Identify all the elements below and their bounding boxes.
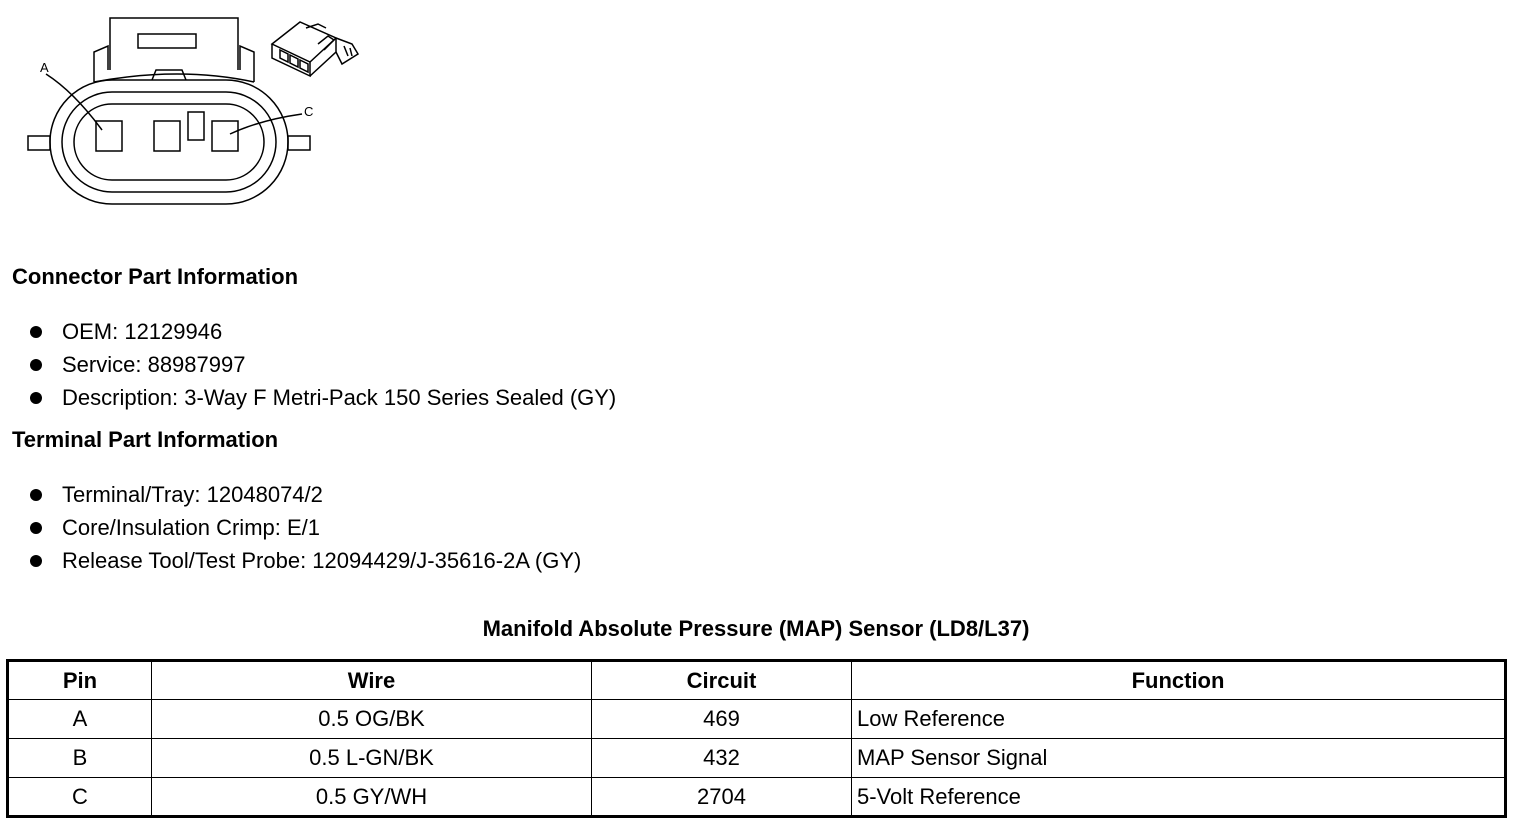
pinout-table (6, 659, 1507, 818)
table-header-row (8, 661, 1506, 700)
bullet-icon (30, 359, 42, 371)
oem-number: OEM: 12129946 (62, 319, 223, 344)
function-cell: Low Reference (852, 700, 1506, 739)
circuit-cell: 469 (592, 700, 852, 739)
leader-line-c (230, 114, 302, 134)
cavity-a (96, 121, 122, 151)
column-header-circuit: Circuit (592, 661, 852, 700)
column-header-function: Function (852, 661, 1506, 700)
bullet-icon (30, 392, 42, 404)
table-title: Manifold Absolute Pressure (MAP) Sensor (LD8/L37) (482, 616, 1030, 641)
service-number: Service: 88987997 (62, 352, 246, 377)
list-item (28, 478, 581, 511)
cavity-b (154, 121, 180, 151)
crimp-info: Core/Insulation Crimp: E/1 (62, 515, 320, 540)
list-item (28, 544, 581, 577)
connector-description: Description: 3-Way F Metri-Pack 150 Series Sealed (GY) (62, 385, 617, 410)
housing-inner (74, 104, 264, 180)
list-item (28, 348, 616, 381)
bullet-icon (30, 522, 42, 534)
wire-cell: 0.5 OG/BK (152, 700, 592, 739)
list-item (28, 315, 616, 348)
connector-info-heading: Connector Part Information (12, 264, 299, 289)
pin-cell: C (8, 778, 152, 817)
table-row (8, 739, 1506, 778)
pin-label-a: A (40, 60, 49, 75)
pin-label-c: C (304, 104, 314, 119)
terminal-info-heading: Terminal Part Information (12, 427, 279, 452)
list-item (28, 381, 616, 414)
polarization-key (188, 112, 204, 140)
bullet-icon (30, 489, 42, 501)
function-cell: 5-Volt Reference (852, 778, 1506, 817)
function-cell: MAP Sensor Signal (852, 739, 1506, 778)
right-ear (288, 136, 310, 150)
pin-cell: B (8, 739, 152, 778)
cavity-c (212, 121, 238, 151)
column-header-wire: Wire (152, 661, 592, 700)
wire-cell: 0.5 GY/WH (152, 778, 592, 817)
locking-tab (94, 18, 254, 82)
pin-cell: A (8, 700, 152, 739)
table-row (8, 778, 1506, 817)
housing-seal (62, 92, 276, 192)
circuit-cell: 432 (592, 739, 852, 778)
column-header-pin: Pin (8, 661, 152, 700)
connector-info-list (28, 315, 616, 414)
bullet-icon (30, 555, 42, 567)
terminal-tray: Terminal/Tray: 12048074/2 (62, 482, 323, 507)
connector-diagram (20, 8, 380, 218)
wire-cell: 0.5 L-GN/BK (152, 739, 592, 778)
terminal-info-list (28, 478, 581, 577)
bullet-icon (30, 326, 42, 338)
left-ear (28, 136, 50, 150)
connector-thumbnail (272, 22, 358, 76)
list-item (28, 511, 581, 544)
release-tool: Release Tool/Test Probe: 12094429/J-35616-2A (GY) (62, 548, 582, 573)
table-row (8, 700, 1506, 739)
circuit-cell: 2704 (592, 778, 852, 817)
